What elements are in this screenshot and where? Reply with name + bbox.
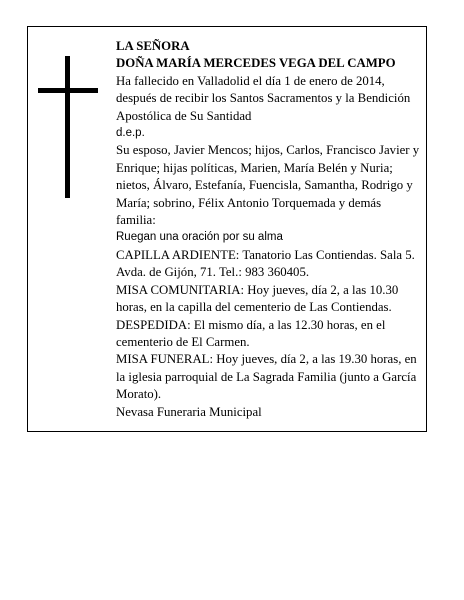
cross-horizontal-bar xyxy=(38,88,98,93)
misa-comunitaria: MISA COMUNITARIA: Hoy jueves, día 2, a las 10.30 horas, en la capilla del cementerio de Las Contiendas. xyxy=(116,282,399,315)
cross-vertical-bar xyxy=(65,56,70,198)
funeral-home: Nevasa Funeraria Municipal xyxy=(116,404,262,419)
cross-icon xyxy=(38,56,98,198)
despedida: DESPEDIDA: El mismo día, a las 12.30 horas, en el cementerio de El Carmen. xyxy=(116,317,386,349)
dep-line: d.e.p. xyxy=(116,127,145,140)
notice-heading: LA SEÑORA xyxy=(116,39,190,53)
capilla-ardiente: CAPILLA ARDIENTE: Tanatorio Las Contiendas. Sala 5. Avda. de Gijón, 71. Tel.: 983 360405. xyxy=(116,247,415,280)
family-list: Su esposo, Javier Mencos; hijos, Carlos, Francisco Javier y Enrique; hijas políticas, Marien, María Belén y Nuria; nietos, Álvaro, Estefanía, Fuencisla, Samantha, Rodrigo y María; sobrino, Félix Antonio Torquemada y demás familia: xyxy=(116,143,420,228)
misa-funeral: MISA FUNERAL: Hoy jueves, día 2, a las 19.30 horas, en la iglesia parroquial de La Sagrada Familia (junto a García Morato). xyxy=(116,352,417,402)
deceased-name: DOÑA MARÍA MERCEDES VEGA DEL CAMPO xyxy=(116,56,396,71)
prayer-request: Ruegan una oración por su alma xyxy=(116,231,283,244)
obituary-text xyxy=(116,38,421,421)
death-announcement: Ha fallecido en Valladolid el día 1 de enero de 2014, después de recibir los Santos Sacramentos y la Bendición Apostólica de Su Santidad xyxy=(116,73,411,123)
